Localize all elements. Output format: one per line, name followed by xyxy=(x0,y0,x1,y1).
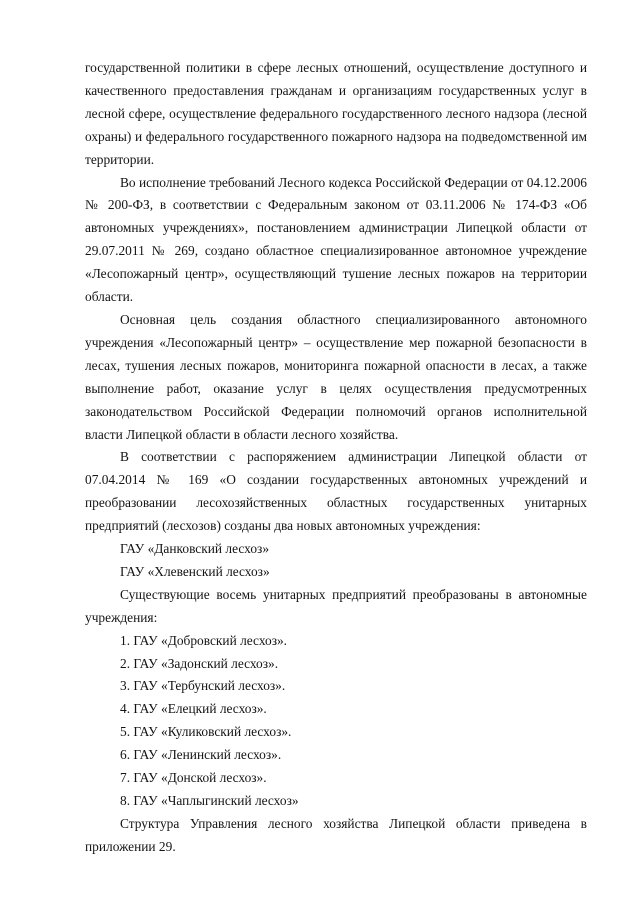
list-item-transformed: 6. ГАУ «Ленинский лесхоз». xyxy=(120,747,282,763)
paragraph-transformation: Существующие восемь унитарных предприятий преобразованы в автономные учреждения: xyxy=(85,586,587,625)
list-item-transformed: 1. ГАУ «Добровский лесхоз». xyxy=(120,632,288,648)
list-item-transformed: 4. ГАУ «Елецкий лесхоз». xyxy=(120,701,267,717)
paragraph-lesopozharny-center-creation: Во исполнение требований Лесного кодекса Российской Федерации от 04.12.2006 № 200-ФЗ, в соответствии с Федеральным законом от 03.11.2006 № 174-ФЗ «Об автономных учреждениях», постановлением администрации Липецкой области от 29.07.2011 № 269, создано областное специализированное автономное учреждение «Лесопожарный центр», осуществляющий тушение лесных пожаров на территории области. xyxy=(85,174,587,305)
list-item-transformed: 5. ГАУ «Куликовский лесхоз». xyxy=(120,724,292,740)
list-item-transformed: 3. ГАУ «Тербунский лесхоз». xyxy=(120,678,286,694)
paragraph-main-goal: Основная цель создания областного специализированного автономного учреждения «Лесопожарный центр» – осуществление мер пожарной безопасности в лесах, тушения лесных пожаров, мониторинга пожарной опасности в лесах, а также выполнение работ, оказание услуг в целях осуществления предусмотренных законодательством Российской Федерации полномочий органов исполнительной власти Липецкой области в области лесного хозяйства. xyxy=(85,311,587,442)
document-page xyxy=(85,57,587,859)
paragraph-continuation: государственной политики в сфере лесных отношений, осуществление доступного и качественного предоставления гражданам и организациям государственных услуг в лесной сфере, осуществление федерального государственного лесного надзора (лесной охраны) и федерального государственного пожарного надзора на подведомственной им территории. xyxy=(85,60,587,167)
list-item-new-institution: ГАУ «Данковский лесхоз» xyxy=(120,541,270,557)
list-item-transformed: 7. ГАУ «Донской лесхоз». xyxy=(120,770,267,786)
list-item-new-institution: ГАУ «Хлевенский лесхоз» xyxy=(120,563,270,579)
paragraph-order-169: В соответствии с распоряжением администрации Липецкой области от 07.04.2014 № 169 «О создании государственных автономных учреждений и преобразовании лесохозяйственных областных государственных унитарных предприятий (лесхозов) созданы два новых автономных учреждения: xyxy=(85,449,587,534)
paragraph-structure-appendix: Структура Управления лесного хозяйства Липецкой области приведена в приложении 29. xyxy=(85,815,587,854)
list-item-transformed: 2. ГАУ «Задонский лесхоз». xyxy=(120,655,279,671)
list-item-transformed: 8. ГАУ «Чаплыгинский лесхоз» xyxy=(120,793,299,808)
